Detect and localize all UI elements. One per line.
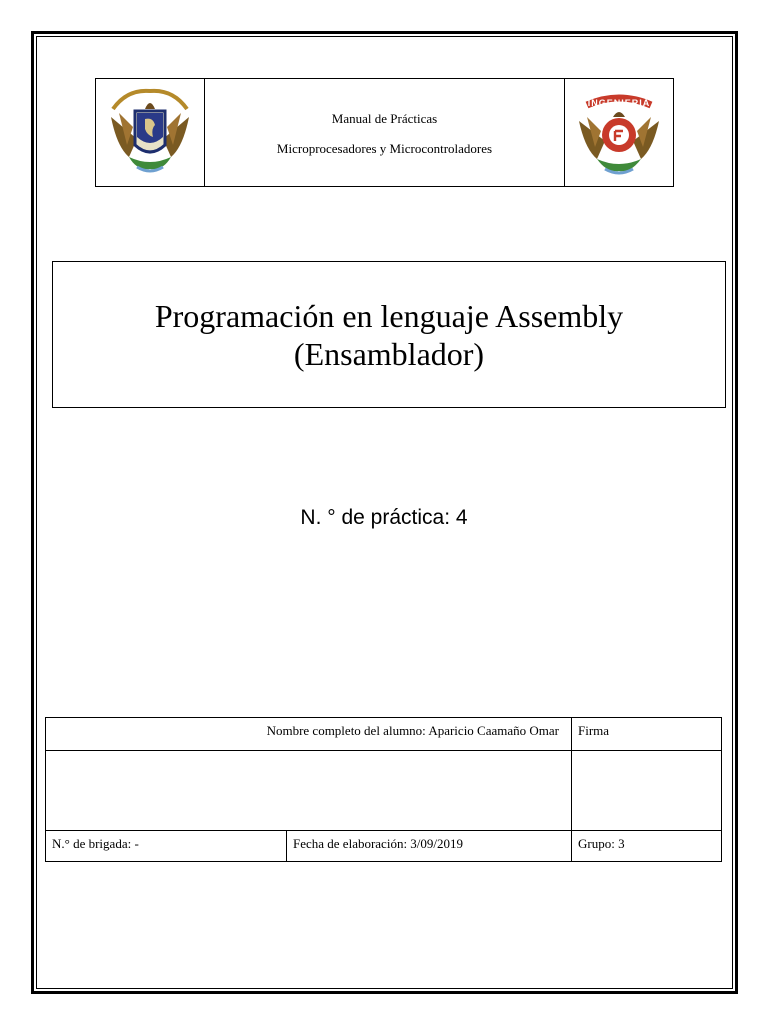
elaboration-date: Fecha de elaboración: 3/09/2019 <box>287 831 572 861</box>
manual-title: Manual de Prácticas <box>331 110 438 126</box>
student-info-table <box>45 717 722 862</box>
course-name: Microprocesadores y Microcontroladores <box>276 140 493 156</box>
header-table <box>95 78 674 187</box>
ingenieria-crest-icon <box>573 87 665 179</box>
ingenieria-logo-cell <box>564 79 673 186</box>
ingenieria-logo-text: INGENIERIA <box>587 97 651 108</box>
header-center <box>205 79 564 186</box>
student-name-label: Nombre completo del alumno: Aparicio Caamaño Omar <box>46 718 572 750</box>
table-row <box>46 718 721 751</box>
signature-label: Firma <box>578 723 610 738</box>
unam-logo-cell <box>96 79 205 186</box>
practice-title-line1: Programación en lenguaje Assembly <box>154 297 624 334</box>
table-row <box>46 751 721 831</box>
brigade-number: N.° de brigada: - <box>46 831 287 861</box>
practice-number: N. ° de práctica: 4 <box>300 506 468 529</box>
table-row <box>46 831 721 861</box>
practice-title-line2: (Ensamblador) <box>293 335 485 372</box>
title-box <box>52 261 726 408</box>
student-name-space <box>46 751 572 830</box>
signature-space <box>572 751 721 830</box>
unam-crest-icon <box>107 87 193 179</box>
group-number: Grupo: 3 <box>578 836 625 851</box>
